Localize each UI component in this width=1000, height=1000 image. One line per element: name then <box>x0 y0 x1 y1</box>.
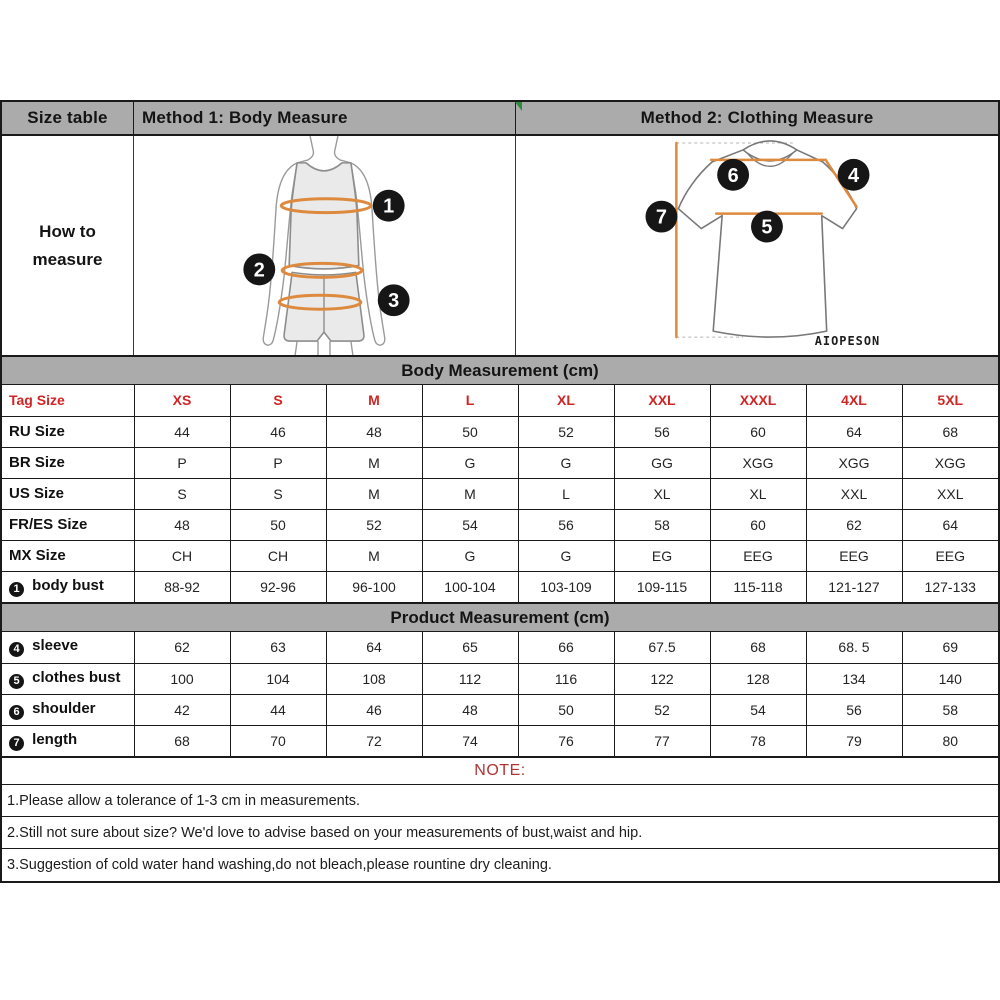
note-list <box>2 785 998 881</box>
value-cell: XGG <box>806 447 902 478</box>
value-cell: EEG <box>902 540 998 571</box>
value-cell: 88-92 <box>134 571 230 602</box>
value-cell: 103-109 <box>518 571 614 602</box>
value-cell: 66 <box>518 632 614 663</box>
row-label: 1 body bust <box>2 571 134 602</box>
marker-1 <box>373 190 405 222</box>
value-cell: 116 <box>518 663 614 694</box>
table-row <box>2 694 998 725</box>
circled-number-5: 5 <box>9 674 24 689</box>
value-cell: 140 <box>902 663 998 694</box>
value-cell: CH <box>134 540 230 571</box>
value-cell: XL <box>614 478 710 509</box>
marker-7-number: 7 <box>655 206 667 229</box>
body-tank-top <box>289 163 359 269</box>
value-cell: 77 <box>614 725 710 756</box>
value-cell: 50 <box>230 509 326 540</box>
marker-7 <box>646 201 678 233</box>
body-legs <box>295 341 353 355</box>
marker-4-number: 4 <box>848 164 860 187</box>
value-cell: 50 <box>518 694 614 725</box>
value-cell: 52 <box>326 509 422 540</box>
table-row <box>2 540 998 571</box>
circled-number-6: 6 <box>9 705 24 720</box>
value-cell: M <box>326 447 422 478</box>
value-cell: 92-96 <box>230 571 326 602</box>
size-chart-table <box>0 100 1000 883</box>
row-label: BR Size <box>2 447 134 478</box>
value-cell: 64 <box>806 416 902 447</box>
value-cell: S <box>230 478 326 509</box>
product-measurement-banner: Product Measurement (cm) <box>2 602 998 632</box>
product-measurement-tbody <box>2 632 998 756</box>
value-cell: 64 <box>902 509 998 540</box>
value-cell: 68 <box>902 416 998 447</box>
value-cell: 46 <box>326 694 422 725</box>
circled-number-1: 1 <box>9 582 24 597</box>
value-cell: 54 <box>422 509 518 540</box>
value-cell: 54 <box>710 694 806 725</box>
value-cell: 52 <box>614 694 710 725</box>
value-cell: 76 <box>518 725 614 756</box>
marker-5 <box>751 211 783 243</box>
body-measurement-tbody <box>2 385 998 602</box>
value-cell: 44 <box>134 416 230 447</box>
value-cell: 68. 5 <box>806 632 902 663</box>
value-cell: 52 <box>518 416 614 447</box>
note-item: 1.Please allow a tolerance of 1-3 cm in measurements. <box>2 785 998 817</box>
note-item: 3.Suggestion of cold water hand washing,do not bleach,please rountine dry cleaning. <box>7 857 552 873</box>
value-cell: GG <box>614 447 710 478</box>
value-cell: 64 <box>326 632 422 663</box>
table-row <box>2 385 998 416</box>
row-label: RU Size <box>2 416 134 447</box>
marker-1-number: 1 <box>383 195 395 218</box>
clothing-measure-illustration <box>516 136 998 355</box>
value-cell: XXL <box>806 478 902 509</box>
tshirt-collar-outer <box>743 141 797 150</box>
marker-6 <box>717 159 749 191</box>
top-section <box>2 102 998 355</box>
table-row <box>2 416 998 447</box>
value-cell: 100-104 <box>422 571 518 602</box>
value-cell: 128 <box>710 663 806 694</box>
value-cell: 60 <box>710 416 806 447</box>
value-cell: 62 <box>134 632 230 663</box>
method2-header: Method 2: Clothing Measure <box>516 102 998 136</box>
value-cell: S <box>230 385 326 416</box>
row-label: MX Size <box>2 540 134 571</box>
value-cell: 80 <box>902 725 998 756</box>
value-cell: 100 <box>134 663 230 694</box>
value-cell: G <box>422 447 518 478</box>
value-cell: 58 <box>614 509 710 540</box>
value-cell: 68 <box>134 725 230 756</box>
value-cell: 56 <box>518 509 614 540</box>
value-cell: L <box>518 478 614 509</box>
how-to-measure-line1: How to <box>39 222 96 242</box>
value-cell: 48 <box>326 416 422 447</box>
value-cell: M <box>422 478 518 509</box>
value-cell: 104 <box>230 663 326 694</box>
row-label: 5 clothes bust <box>2 663 134 694</box>
value-cell: XGG <box>902 447 998 478</box>
value-cell: XXL <box>614 385 710 416</box>
value-cell: 121-127 <box>806 571 902 602</box>
value-cell: M <box>326 478 422 509</box>
tshirt-outline <box>678 150 856 337</box>
table-row <box>2 632 998 663</box>
value-cell: XS <box>134 385 230 416</box>
marker-3 <box>378 284 410 316</box>
tshirt-figure-svg <box>516 136 998 355</box>
row-label: 6 shoulder <box>2 694 134 725</box>
table-row <box>2 571 998 602</box>
value-cell: 5XL <box>902 385 998 416</box>
brand-watermark: AIOPESON <box>814 334 881 349</box>
value-cell: L <box>422 385 518 416</box>
body-measure-illustration <box>134 136 516 355</box>
value-cell: P <box>134 447 230 478</box>
marker-3-number: 3 <box>388 290 400 313</box>
value-cell: 70 <box>230 725 326 756</box>
how-to-measure-cell <box>2 136 134 355</box>
value-cell: CH <box>230 540 326 571</box>
value-cell: 48 <box>134 509 230 540</box>
value-cell: 56 <box>614 416 710 447</box>
value-cell: 109-115 <box>614 571 710 602</box>
method1-header: Method 1: Body Measure <box>134 102 516 136</box>
value-cell: EG <box>614 540 710 571</box>
value-cell: S <box>134 478 230 509</box>
value-cell: XGG <box>710 447 806 478</box>
value-cell: M <box>326 385 422 416</box>
value-cell: XL <box>518 385 614 416</box>
value-cell: XXL <box>902 478 998 509</box>
value-cell: 112 <box>422 663 518 694</box>
table-row <box>2 725 998 756</box>
table-row <box>2 663 998 694</box>
row-label: 4 sleeve <box>2 632 134 663</box>
value-cell: 68 <box>710 632 806 663</box>
value-cell: G <box>518 540 614 571</box>
value-cell: 122 <box>614 663 710 694</box>
marker-2 <box>243 253 275 285</box>
value-cell: 65 <box>422 632 518 663</box>
value-cell: XL <box>710 478 806 509</box>
row-label: US Size <box>2 478 134 509</box>
value-cell: 50 <box>422 416 518 447</box>
table-row <box>2 478 998 509</box>
value-cell: 72 <box>326 725 422 756</box>
value-cell: 58 <box>902 694 998 725</box>
marker-5-number: 5 <box>761 216 773 239</box>
marker-4 <box>838 159 870 191</box>
table-row <box>2 447 998 478</box>
value-cell: 127-133 <box>902 571 998 602</box>
value-cell: G <box>422 540 518 571</box>
value-cell: 79 <box>806 725 902 756</box>
size-table-header: Size table <box>2 102 134 136</box>
value-cell: 63 <box>230 632 326 663</box>
value-cell: 74 <box>422 725 518 756</box>
value-cell: 46 <box>230 416 326 447</box>
value-cell: 115-118 <box>710 571 806 602</box>
note-item: 2.Still not sure about size? We'd love to advise based on your measurements of bust,waist and hip. <box>2 817 998 849</box>
value-cell: 56 <box>806 694 902 725</box>
value-cell: 60 <box>710 509 806 540</box>
value-cell: P <box>230 447 326 478</box>
value-cell: 44 <box>230 694 326 725</box>
row-label: 7 length <box>2 725 134 756</box>
value-cell: 108 <box>326 663 422 694</box>
circled-number-4: 4 <box>9 642 24 657</box>
row-label: FR/ES Size <box>2 509 134 540</box>
body-measurement-banner: Body Measurement (cm) <box>2 355 998 385</box>
value-cell: M <box>326 540 422 571</box>
value-cell: 96-100 <box>326 571 422 602</box>
value-cell: 69 <box>902 632 998 663</box>
product-measurement-table <box>2 632 998 756</box>
value-cell: XXXL <box>710 385 806 416</box>
value-cell: EEG <box>806 540 902 571</box>
value-cell: 4XL <box>806 385 902 416</box>
value-cell: 48 <box>422 694 518 725</box>
value-cell: 78 <box>710 725 806 756</box>
marker-6-number: 6 <box>727 164 739 187</box>
table-row <box>2 509 998 540</box>
body-neck-right <box>335 136 351 163</box>
body-figure-svg <box>134 136 514 355</box>
row-label: Tag Size <box>2 385 134 416</box>
body-measurement-table <box>2 385 998 602</box>
value-cell: G <box>518 447 614 478</box>
how-to-measure-line2: measure <box>32 249 103 269</box>
value-cell: 134 <box>806 663 902 694</box>
value-cell: 62 <box>806 509 902 540</box>
marker-2-number: 2 <box>253 259 265 282</box>
circled-number-7: 7 <box>9 736 24 751</box>
value-cell: EEG <box>710 540 806 571</box>
body-neck-left <box>297 136 313 163</box>
value-cell: 67.5 <box>614 632 710 663</box>
note-title: NOTE: <box>2 756 998 785</box>
value-cell: 42 <box>134 694 230 725</box>
